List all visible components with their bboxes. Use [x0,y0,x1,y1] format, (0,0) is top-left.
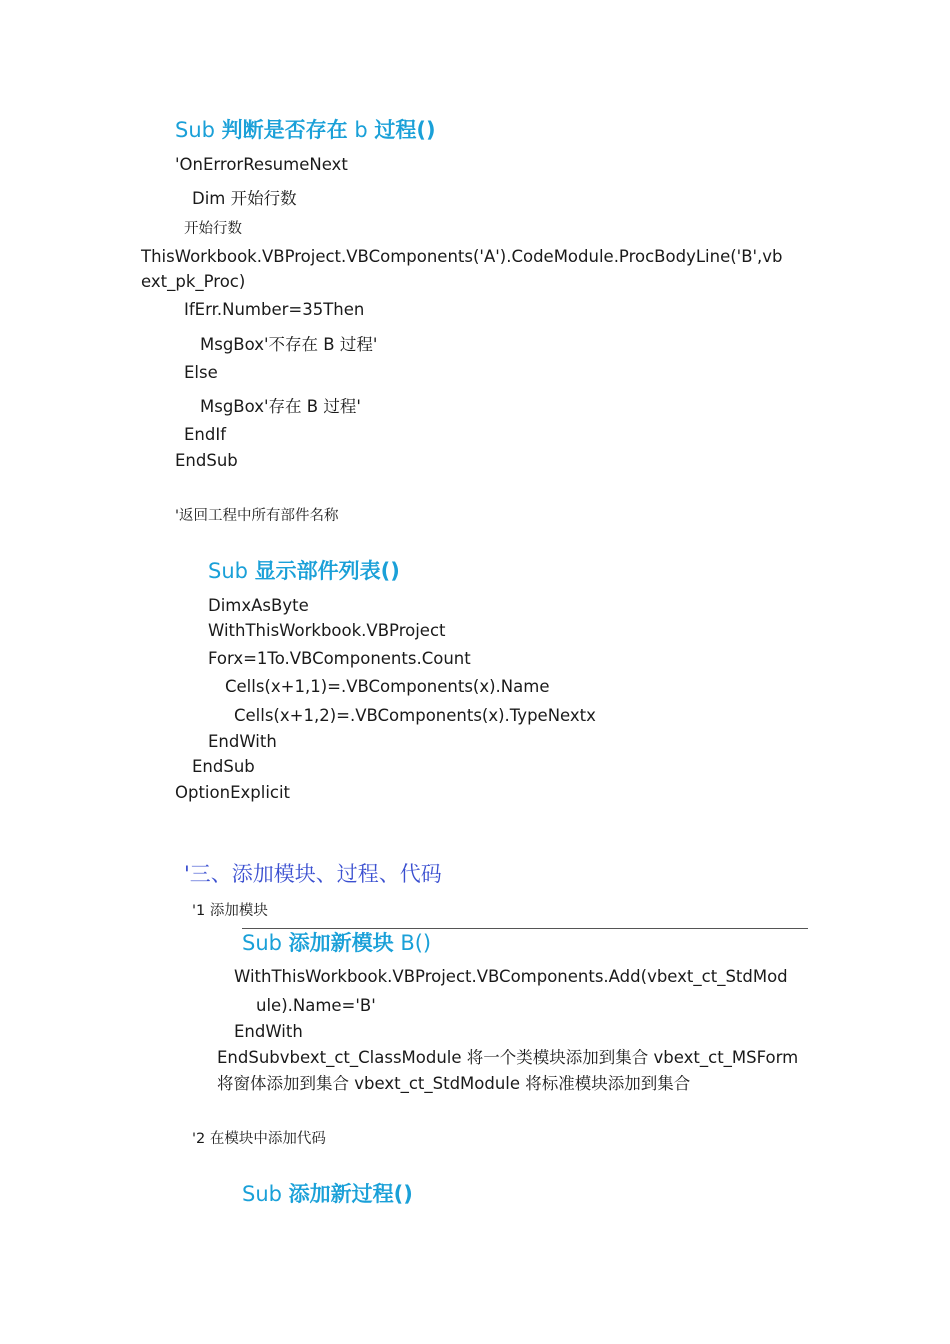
section3-sub2-heading: Sub 添加新过程() [242,1182,413,1206]
code-line: Forx=1To.VBComponents.Count [208,649,471,668]
code-line: MsgBox'不存在 B 过程' [200,335,378,354]
code-line: ThisWorkbook.VBProject.VBComponents('A').CodeModule.ProcBodyLine('B',vb [141,247,783,266]
section3-sub1-heading: Sub 添加新模块 B() [242,931,432,955]
comment-line: '2 在模块中添加代码 [192,1131,326,1147]
code-line: 开始行数 [184,221,242,237]
section3-heading: '三、添加模块、过程、代码 [184,862,442,886]
code-line: WithThisWorkbook.VBProject [208,621,446,640]
code-line: EndWith [208,732,277,751]
code-line: EndWith [234,1022,303,1041]
code-line: EndIf [184,425,227,444]
code-line: 将窗体添加到集合 vbext_ct_StdModule 将标准模块添加到集合 [217,1074,691,1093]
code-line: MsgBox'存在 B 过程' [200,397,361,416]
code-line: OptionExplicit [175,783,291,802]
code-line: EndSub [192,757,255,776]
code-line: ext_pk_Proc) [141,272,246,291]
comment-line: '1 添加模块 [192,903,268,919]
code-line: WithThisWorkbook.VBProject.VBComponents.Add(vbext_ct_StdMod [234,967,788,986]
code-line: ule).Name='B' [256,996,376,1015]
code-line: EndSubvbext_ct_ClassModule 将一个类模块添加到集合 vbext_ct_MSForm [217,1048,799,1067]
code-line: Cells(x+1,2)=.VBComponents(x).TypeNextx [234,706,596,725]
comment-line: '返回工程中所有部件名称 [175,508,339,524]
section1-heading: Sub 判断是否存在 b 过程() [175,118,436,142]
code-line: Else [184,363,218,382]
code-line: IfErr.Number=35Then [184,300,365,319]
code-line: EndSub [175,451,238,470]
section2-heading: Sub 显示部件列表() [208,559,400,583]
code-line: DimxAsByte [208,596,309,615]
code-line: Dim 开始行数 [192,189,297,208]
code-line: 'OnErrorResumeNext [175,155,348,174]
code-line: Cells(x+1,1)=.VBComponents(x).Name [225,677,550,696]
